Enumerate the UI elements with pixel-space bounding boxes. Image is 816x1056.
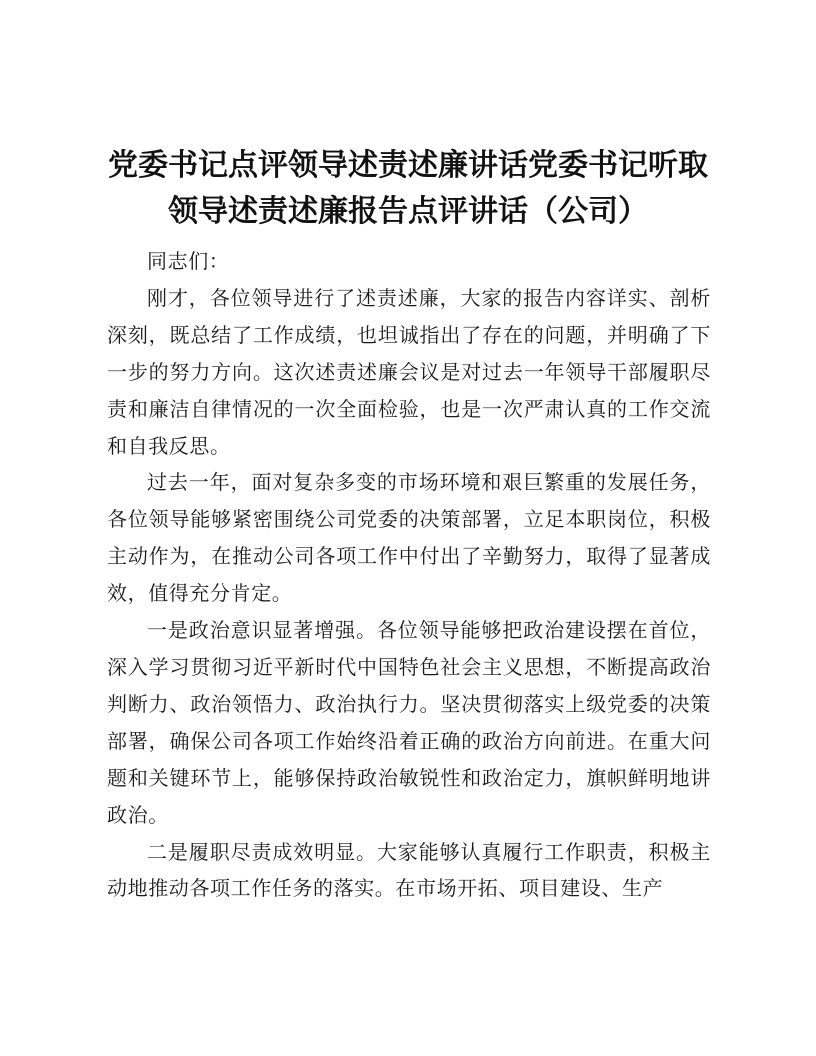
paragraph-duty-performance: 二是履职尽责成效明显。大家能够认真履行工作职责，积极主动地推动各项工作任务的落实。在市场开拓、项目建设、生产 — [107, 839, 711, 901]
title-line-2: 领导述责述廉报告点评讲话（公司） — [168, 194, 648, 229]
paragraph-political-awareness: 一是政治意识显著增强。各位领导能够把政治建设摆在首位，深入学习贯彻习近平新时代中国特色社会主义思想，不断提高政治判断力、政治领悟力、政治执行力。坚决贯彻落实上级党委的决策部署，确保公司各项工作始终沿着正确的政治方向前进。在重大问题和关键环节上，能够保持政治敏锐性和政治定力，旗帜鲜明地讲政治。 — [107, 618, 711, 827]
document-title — [100, 143, 716, 235]
paragraph-opening: 刚才，各位领导进行了述责述廉，大家的报告内容详实、剖析深刻，既总结了工作成绩，也坦诚指出了存在的问题，并明确了下一步的努力方向。这次述责述廉会议是对过去一年领导干部履职尽责和廉洁自律情况的一次全面检验，也是一次严肃认真的工作交流和自我反思。 — [107, 285, 711, 458]
document-body — [107, 243, 711, 907]
salutation: 同志们： — [147, 249, 230, 273]
paragraph-past-year: 过去一年，面对复杂多变的市场环境和艰巨繁重的发展任务，各位领导能够紧密围绕公司党委的决策部署，立足本职岗位，积极主动作为，在推动公司各项工作中付出了辛勤努力，取得了显著成效，值得充分肯定。 — [107, 470, 711, 606]
title-line-1: 党委书记点评领导述责述廉讲话党委书记听取 — [108, 148, 708, 183]
